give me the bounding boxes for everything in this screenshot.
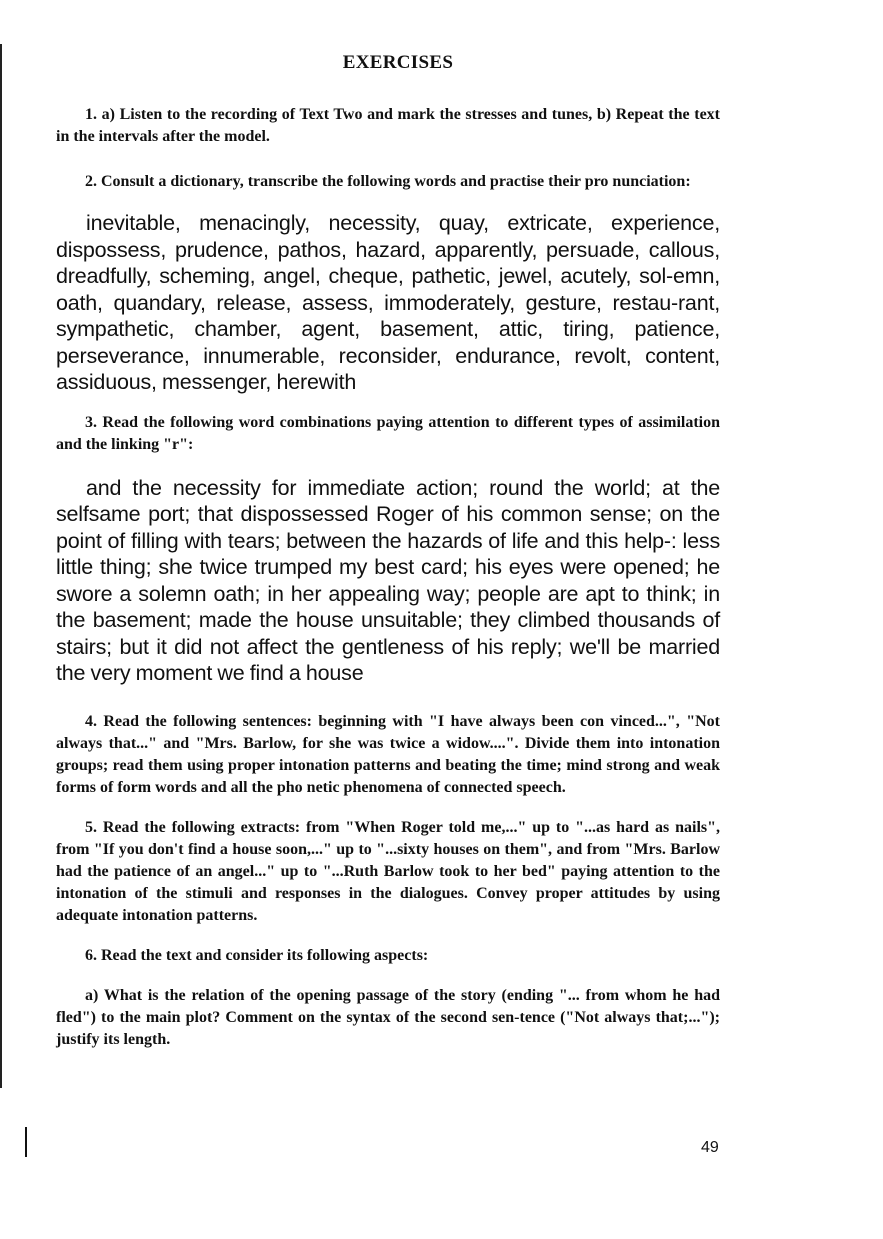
page-content: [56, 48, 720, 1051]
page-margin-mark: [25, 1127, 27, 1157]
exercise-4-instruction: 4. Read the following sentences: beginning with "I have always been con vinced...", "Not always that..." and "Mrs. Barlow, for she was twice a widow....". Divide them into intonation groups; read them using proper intonation patterns and beating the time; mind strong and weak forms of form words and all the pho netic phenomena of connected speech.: [56, 712, 720, 796]
exercise-1-instruction: 1. a) Listen to the recording of Text Two and mark the stresses and tunes, b) Repeat the text in the intervals after the model.: [56, 106, 720, 145]
page-title: EXERCISES: [342, 52, 454, 73]
exercise-2-word-list: inevitable, menacingly, necessity, quay, extricate, experience, dispossess, prudence, pathos, hazard, apparently, persuade, callous, dreadfully, scheming, angel, cheque, pathetic, jewel, acutely, sol-emn, oath, quandary, release, assess, immoderately, gesture, restau-rant, sympathetic, chamber, agent, basement, attic, tiring, patience, perseverance, innumerable, reconsider, endurance, revolt, content, assiduous, messenger, herewith: [56, 211, 720, 394]
page-margin-line: [0, 44, 2, 1088]
exercise-2-instruction: 2. Consult a dictionary, transcribe the following words and practise their pro nunciation:: [85, 173, 691, 190]
exercise-6-instruction: 6. Read the text and consider its following aspects:: [85, 946, 429, 964]
page-number: 49: [701, 1139, 719, 1156]
exercise-6a-question: a) What is the relation of the opening passage of the story (ending "... from whom he had fled") to the main plot? Comment on the syntax of the second sen-tence ("Not always that;..."); justify its length.: [56, 986, 720, 1048]
exercise-3-instruction: 3. Read the following word combinations paying attention to different types of assimilation and the linking "r":: [56, 413, 720, 453]
exercise-3-phrase-list: and the necessity for immediate action; round the world; at the selfsame port; that dispossessed Roger of his common sense; on the point of filling with tears; between the hazards of life and this help-: less little thing; she twice trumped my best card; his eyes were opened; he swore a solemn oath; in her appealing way; people are apt to think; in the basement; made the house unsuitable; they climbed thousands of stairs; but it did not affect the gentleness of his reply; we'll be married the very moment we find a house: [56, 475, 720, 685]
exercise-5-instruction: 5. Read the following extracts: from "When Roger told me,..." up to "...as hard as nails", from "If you don't find a house soon,..." up to "...sixty houses on them", and from "Mrs. Barlow had the patience of an angel..." up to "...Ruth Barlow took to her bed" paying attention to the intonation of the stimuli and responses in the dialogues. Convey proper attitudes by using adequate intonation patterns.: [56, 818, 720, 924]
